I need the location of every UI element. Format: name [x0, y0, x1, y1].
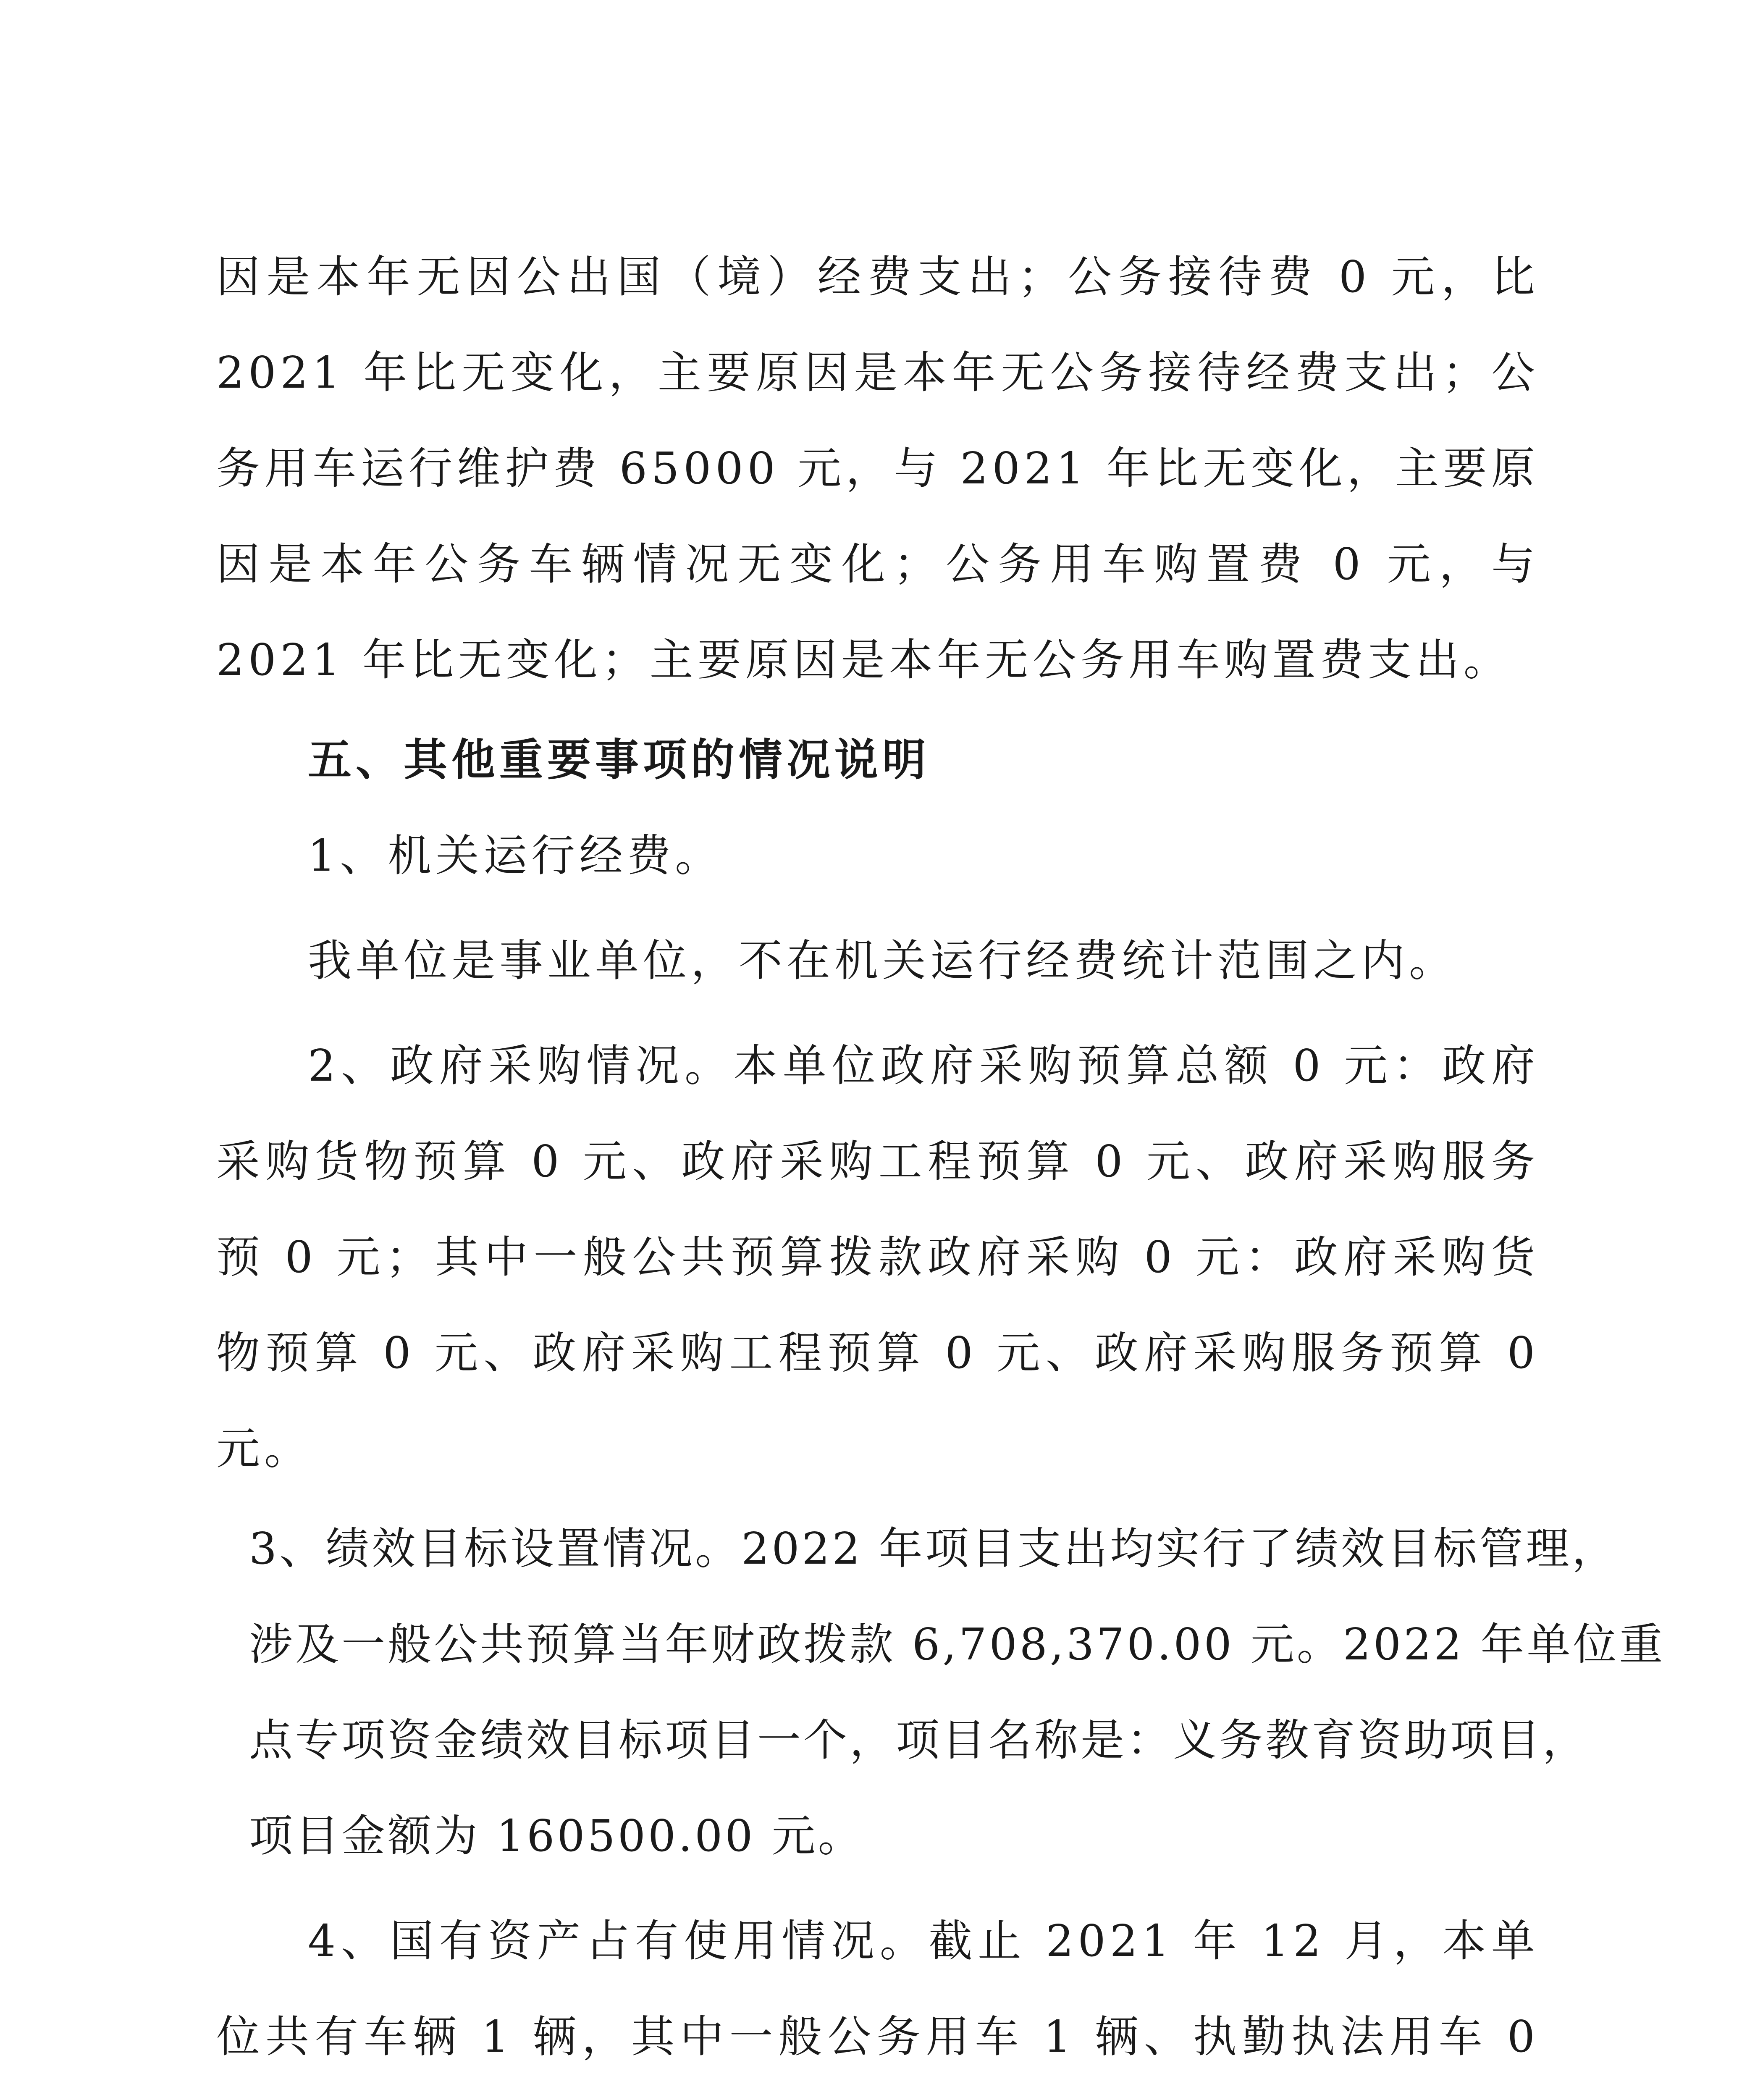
paragraph-item-3-performance — [216, 1501, 1666, 1884]
paragraph-item-2-procurement: 2、政府采购情况。本单位政府采购预算总额 0 元：政府采购货物预算 0 元、政府采购工程预算 0 元、政府采购服务预 0 元；其中一般公共预算拨款政府采购 0 元：政府采购货物预算 0 元、政府采购工程预算 0 元、政府采购服务预算 0 元。 — [216, 1040, 1539, 1474]
paragraph-item-4-assets: 4、国有资产占有使用情况。截止 2021 年 12 月，本单位共有车辆 1 辆，其中一般公务用车 1 辆、执勤执法用车 0 — [216, 1915, 1539, 2062]
document-body — [216, 229, 1666, 2100]
paragraph-item-1-body: 我单位是事业单位，不在机关运行经费统计范围之内。 — [308, 935, 1457, 986]
section-heading-5: 五、其他重要事项的情况说明 — [308, 734, 931, 785]
performance-line-1: 3、绩效目标设置情况。2022 年项目支出均实行了绩效目标管理， — [249, 1523, 1618, 1574]
paragraph-public-expense: 因是本年无因公出国（境）经费支出；公务接待费 0 元，比 2021 年比无变化，主要原因是本年无公务接待经费支出；公务用车运行维护费 65000 元，与 2021 年比无变化，主要原因是本年公务车辆情况无变化；公务用车购置费 0 元，与 2021 年比无变化；主要原因是本年无公务用车购置费支出。 — [216, 251, 1539, 685]
paragraph-item-1-title: 1、机关运行经费。 — [308, 830, 723, 881]
performance-line-4: 项目金额为 160500.00 元。 — [249, 1810, 864, 1861]
performance-line-3: 点专项资金绩效目标项目一个，项目名称是：义务教育资助项目， — [249, 1714, 1589, 1766]
performance-line-2: 涉及一般公共预算当年财政拨款 6,708,370.00 元。2022 年单位重 — [249, 1619, 1666, 1670]
